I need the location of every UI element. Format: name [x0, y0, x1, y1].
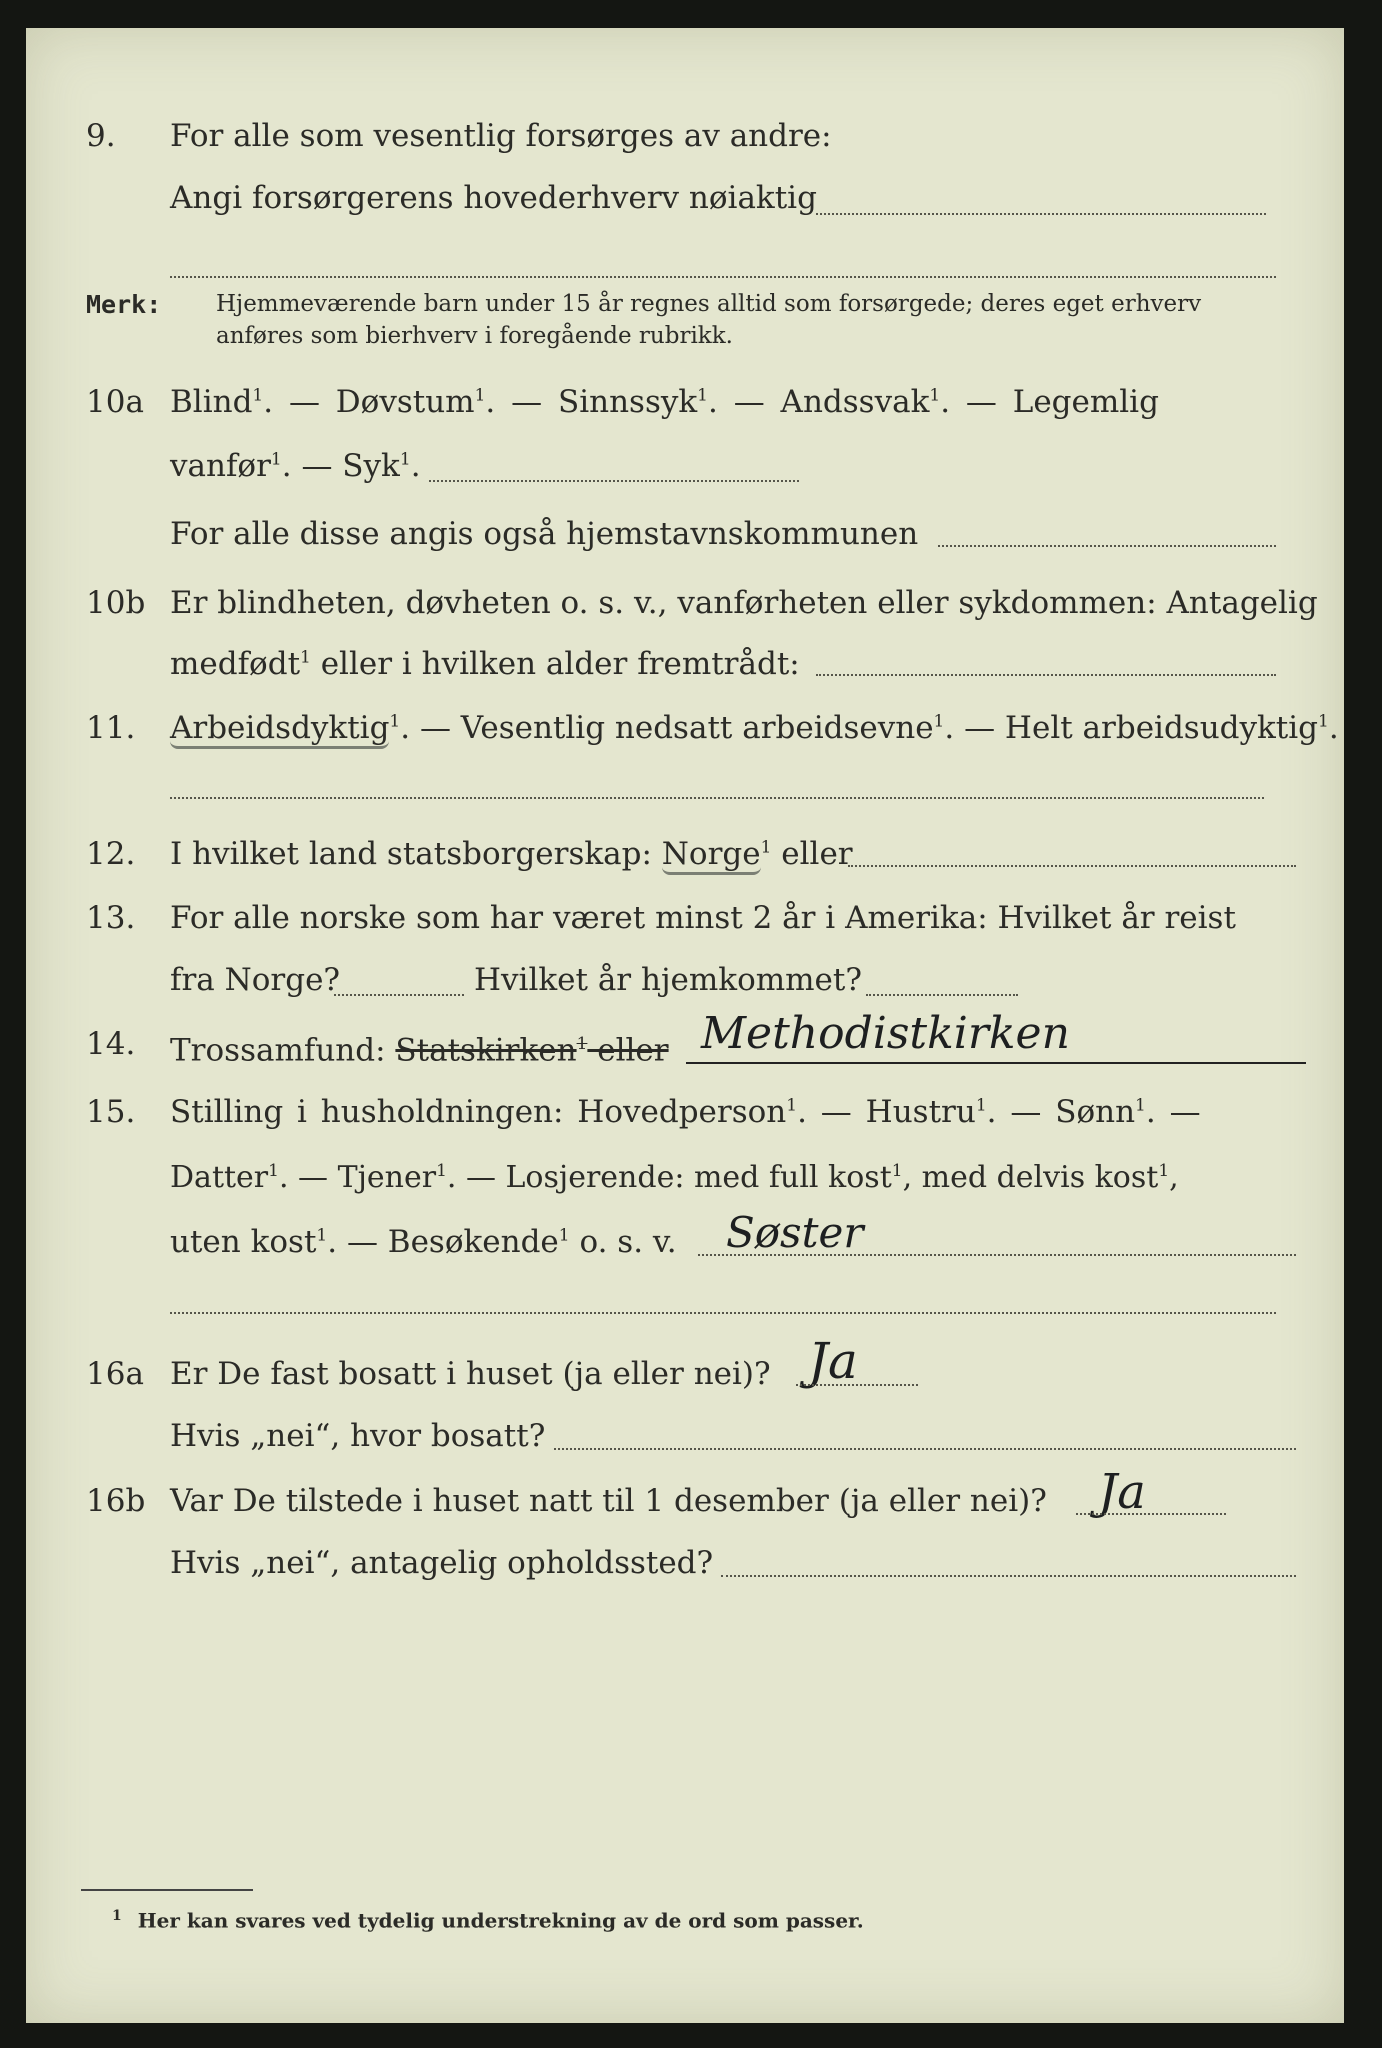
footnote-marker: 1	[576, 1034, 588, 1054]
note-label: Merk:	[86, 290, 162, 319]
footnote-marker: 1	[1318, 711, 1329, 732]
answer-line	[170, 797, 1264, 799]
answer-line	[796, 1384, 918, 1386]
footnote-marker: 1	[975, 1095, 987, 1116]
punctuation: ,	[1169, 1160, 1179, 1195]
option-hovedperson: Stilling i husholdningen: Hovedperson	[170, 1094, 787, 1130]
answer-line	[848, 865, 1296, 867]
footnote-marker: 1	[268, 1161, 279, 1181]
punctuation: .	[410, 448, 421, 484]
option-nedsatt: . — Vesentlig nedsatt arbeidsevne	[400, 710, 934, 746]
option-datter: Datter	[170, 1160, 269, 1195]
question-text	[170, 834, 853, 874]
note-text: Hjemmeværende barn under 15 år regnes alltid som forsørgede; deres eget erhverv anføres som bierhverv i foregående rubrikk.	[216, 291, 1202, 349]
footnote-marker: 1	[436, 1161, 447, 1181]
option-syk: . — Syk	[281, 448, 400, 484]
footnote-marker: 1	[1135, 1095, 1146, 1116]
question-number: 9.	[86, 118, 116, 154]
footnote-marker: 1	[389, 711, 401, 732]
option-tjener: . — Tjener	[278, 1160, 437, 1195]
question-number: 15.	[86, 1094, 136, 1130]
option-uten-kost: uten kost	[170, 1224, 317, 1260]
answer-line	[938, 545, 1276, 547]
option-statskirken-struck: Statskirken	[395, 1032, 577, 1069]
option-full-kost: . — Losjerende: med full kost	[446, 1160, 892, 1195]
question-number: 16b	[86, 1483, 146, 1519]
option-osv: o. s. v.	[569, 1224, 677, 1260]
option-blind: Blind	[170, 384, 253, 420]
option-andssvak: . — Andssvak	[708, 384, 930, 420]
handwritten-answer-bosatt: Ja	[808, 1332, 858, 1390]
option-sinnssyk: . — Sinnssyk	[485, 384, 698, 420]
option-eller: eller	[771, 836, 853, 872]
option-arbeidsdyktig-underlined: Arbeidsdyktig	[170, 710, 389, 749]
question-text	[170, 1158, 1179, 1198]
option-udyktig: . — Helt arbeidsudyktig	[944, 710, 1319, 746]
question-text: Hvis „nei“, hvor bosatt?	[170, 1418, 546, 1454]
answer-line	[816, 213, 1266, 215]
answer-line	[686, 1062, 1306, 1064]
question-text: Var De tilstede i huset natt til 1 desember (ja eller nei)?	[170, 1483, 1047, 1519]
option-besokende: . — Besøkende	[327, 1224, 559, 1260]
option-delvis-kost: , med delvis kost	[902, 1160, 1159, 1195]
punctuation: . —	[1145, 1094, 1201, 1130]
answer-line	[554, 1448, 1296, 1450]
punctuation: .	[1328, 710, 1339, 746]
handwritten-answer-trossamfund: Methodistkirken	[701, 1008, 1070, 1059]
option-vanfor: vanfør	[170, 448, 271, 484]
answer-line	[866, 994, 1018, 996]
footnote-number: 1	[112, 1908, 122, 1924]
footnote-marker: 1	[760, 837, 772, 858]
footnote	[112, 1908, 864, 1933]
footnote-marker: 1	[929, 385, 941, 406]
question-text-rest: eller i hvilken alder fremtrådt:	[310, 646, 800, 682]
footnote-marker: 1	[558, 1225, 570, 1246]
answer-line	[334, 994, 464, 996]
footnote-marker: 1	[1158, 1161, 1170, 1181]
question-text: Hvis „nei“, antagelig opholdssted?	[170, 1545, 714, 1581]
footnote-marker: 1	[316, 1225, 328, 1246]
question-text: Hvilket år hjemkommet?	[474, 962, 862, 998]
answer-line	[721, 1575, 1296, 1577]
footnote-marker: 1	[270, 449, 282, 470]
answer-line	[429, 480, 799, 482]
answer-line	[816, 674, 1276, 676]
question-text	[170, 382, 1159, 422]
footnote-text: Her kan svares ved tydelig understrekning av de ord som passer.	[137, 1908, 864, 1933]
footnote-marker: 1	[399, 449, 411, 470]
question-text: Angi forsørgerens hovederhverv nøiaktig	[170, 180, 817, 216]
footnote-marker: 1	[933, 711, 945, 732]
question-text: Er blindheten, døvheten o. s. v., vanførheten eller sykdommen: Antagelig	[170, 585, 1318, 621]
question-text: Er De fast bosatt i huset (ja eller nei)?	[170, 1356, 771, 1392]
footnote-marker: 1	[697, 385, 708, 406]
question-number: 11.	[86, 710, 136, 746]
option-dovstum: . — Døvstum	[263, 384, 475, 420]
option-medfodt: medfødt	[170, 646, 301, 682]
answer-line	[1076, 1513, 1226, 1515]
footnote-marker: 1	[891, 1161, 903, 1181]
handwritten-answer-tilstede: Ja	[1098, 1464, 1146, 1520]
answer-line	[170, 1312, 1276, 1314]
footnote-marker: 1	[252, 385, 264, 406]
question-number: 13.	[86, 900, 136, 936]
question-number: 12.	[86, 836, 136, 872]
option-eller-struck: eller	[587, 1032, 669, 1069]
question-text: For alle som vesentlig forsørges av andre:	[170, 118, 832, 154]
question-text: fra Norge?	[170, 962, 341, 998]
option-norge-underlined: Norge	[662, 836, 761, 875]
question-number: 14.	[86, 1026, 136, 1062]
question-text	[170, 1024, 669, 1070]
answer-line	[698, 1254, 1296, 1256]
question-number: 10b	[86, 585, 146, 621]
option-sonn: . — Sønn	[986, 1094, 1136, 1130]
question-number: 10a	[86, 384, 144, 420]
option-legemlig: . — Legemlig	[940, 384, 1159, 420]
question-text-lead: I hvilket land statsborgerskap:	[170, 836, 662, 872]
question-text	[170, 446, 421, 486]
question-text: For alle disse angis også hjemstavnskommunen	[170, 516, 919, 552]
footnote-marker: 1	[786, 1095, 798, 1116]
footnote-rule	[81, 1889, 253, 1891]
option-hustru: . — Hustru	[797, 1094, 976, 1130]
question-text	[170, 644, 800, 684]
answer-line	[170, 276, 1276, 278]
question-number: 16a	[86, 1356, 144, 1392]
handwritten-answer-stilling: Søster	[726, 1208, 864, 1257]
footnote-marker: 1	[300, 647, 311, 668]
footnote-marker: 1	[474, 385, 486, 406]
question-text	[170, 708, 1339, 748]
question-text	[170, 1222, 677, 1262]
question-text	[170, 1092, 1201, 1132]
question-text-lead: Trossamfund:	[170, 1032, 396, 1069]
question-text: For alle norske som har været minst 2 år i Amerika: Hvilket år reist	[170, 900, 1236, 936]
census-form-page	[26, 28, 1344, 2023]
